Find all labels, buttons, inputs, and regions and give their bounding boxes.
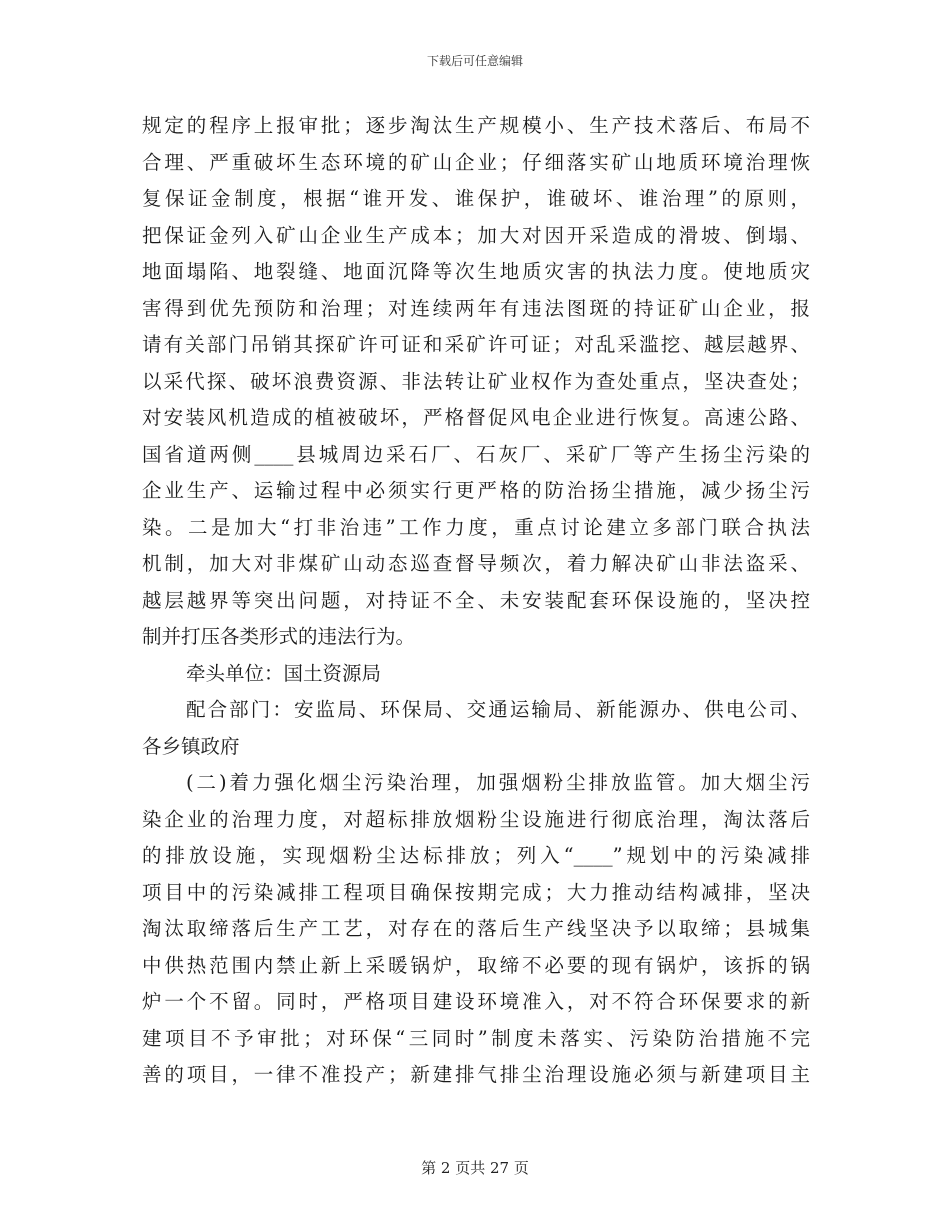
text-line: 染企业的治理力度，对超标排放烟粉尘设施进行彻底治理，淘汰落后: [142, 807, 810, 831]
text-line: (二)着力强化烟尘污染治理，加强烟粉尘排放监管。加大烟尘污: [186, 771, 810, 794]
text-line: 对安装风机造成的植被破坏，严格督促风电企业进行恢复。高速公路、: [142, 406, 810, 429]
text-line: 炉一个不留。同时，严格项目建设环境准入，对不符合环保要求的新: [142, 990, 810, 1013]
text-line: 越层越界等突出问题，对持证不全、未安装配套环保设施的，坚决控: [142, 588, 810, 612]
text-line: 善的项目，一律不准投产；新建排气排尘治理设施必须与新建项目主: [142, 1063, 810, 1086]
text-line: 企业生产、运输过程中必须实行更严格的防治扬尘措施，减少扬尘污: [142, 479, 810, 502]
page-header: 下载后可任意编辑: [426, 54, 523, 68]
page-number: 第 2 页共 27 页: [421, 1159, 529, 1177]
text-line: 请有关部门吊销其探矿许可证和采矿许可证；对乱采滥挖、越层越界、: [142, 333, 810, 356]
text-line: 淘汰取缔落后生产工艺，对存在的落后生产线坚决予以取缔；县城集: [142, 917, 810, 940]
text-line: 害得到优先预防和治理；对连续两年有违法图斑的持证矿山企业，报: [142, 296, 810, 320]
text-line: 牵头单位：国土资源局: [186, 661, 382, 685]
text-line: 各乡镇政府: [142, 734, 240, 758]
text-line: 的排放设施，实现烟粉尘达标排放；列入“____”规划中的污染减排: [142, 844, 810, 867]
text-line: 复保证金制度，根据“谁开发、谁保护，谁破坏、谁治理”的原则，: [142, 187, 810, 210]
text-line: 地面塌陷、地裂缝、地面沉降等次生地质灾害的执法力度。使地质灾: [142, 260, 810, 283]
text-line: 合理、严重破坏生态环境的矿山企业；仔细落实矿山地质环境治理恢: [142, 150, 810, 174]
text-line: 把保证金列入矿山企业生产成本；加大对因开采造成的滑坡、倒塌、: [142, 223, 810, 247]
text-line: 以采代探、破坏浪费资源、非法转让矿业权作为查处重点，坚决查处；: [142, 369, 810, 393]
text-line: 建项目不予审批；对环保“三同时”制度未落实、污染防治措施不完: [142, 1026, 810, 1050]
text-line: 制并打压各类形式的违法行为。: [142, 625, 416, 648]
text-line: 配合部门：安监局、环保局、交通运输局、新能源办、供电公司、: [186, 698, 810, 721]
text-line: 规定的程序上报审批；逐步淘汰生产规模小、生产技术落后、布局不: [142, 114, 810, 137]
text-line: 染。二是加大“打非治违”工作力度，重点讨论建立多部门联合执法: [142, 515, 810, 539]
text-line: 国省道两侧____县城周边采石厂、石灰厂、采矿厂等产生扬尘污染的: [142, 442, 810, 466]
document-body: [142, 108, 810, 1094]
text-line: 项目中的污染减排工程项目确保按期完成；大力推动结构减排，坚决: [142, 880, 810, 904]
text-line: 中供热范围内禁止新上采暖锅炉，取缔不必要的现有锅炉，该拆的锅: [142, 953, 810, 977]
text-line: 机制，加大对非煤矿山动态巡查督导频次，着力解决矿山非法盗采、: [142, 552, 810, 575]
